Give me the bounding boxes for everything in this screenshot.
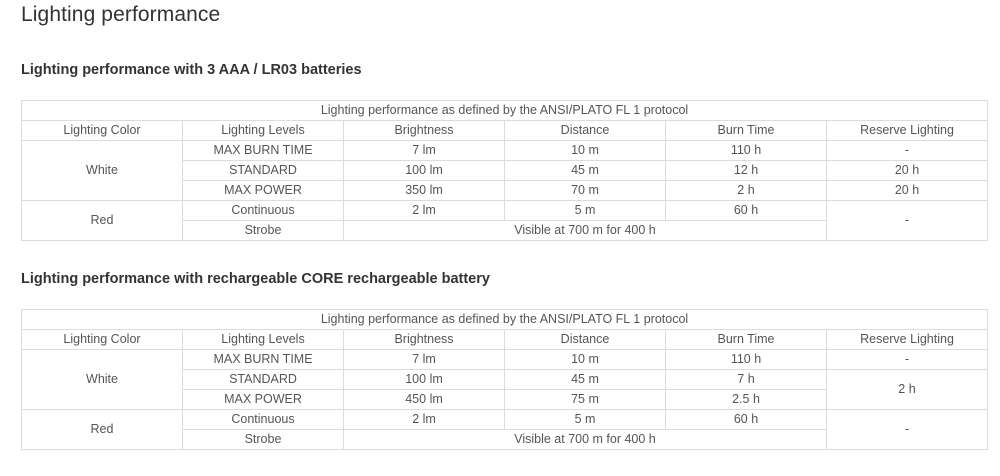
table-row: [22, 201, 988, 221]
brightness-cell: 7 lm: [344, 350, 505, 370]
distance-cell: 70 m: [505, 181, 666, 201]
level-cell: Continuous: [183, 201, 344, 221]
reserve-cell: -: [827, 201, 988, 241]
brightness-cell: 350 lm: [344, 181, 505, 201]
distance-cell: 10 m: [505, 141, 666, 161]
distance-cell: 5 m: [505, 410, 666, 430]
color-white: White: [22, 350, 183, 410]
table-caption-row: [22, 310, 988, 330]
table-header-row: [22, 121, 988, 141]
strobe-visibility-cell: Visible at 700 m for 400 h: [344, 221, 827, 241]
header-lighting-levels: Lighting Levels: [183, 121, 344, 141]
distance-cell: 45 m: [505, 161, 666, 181]
header-burn-time: Burn Time: [666, 121, 827, 141]
level-cell: Strobe: [183, 221, 344, 241]
table-caption: Lighting performance as defined by the ANSI/PLATO FL 1 protocol: [22, 101, 988, 121]
burn-time-cell: 2 h: [666, 181, 827, 201]
burn-time-cell: 2.5 h: [666, 390, 827, 410]
table-row: [22, 141, 988, 161]
level-cell: STANDARD: [183, 161, 344, 181]
burn-time-cell: 60 h: [666, 410, 827, 430]
level-cell: MAX BURN TIME: [183, 141, 344, 161]
level-cell: Continuous: [183, 410, 344, 430]
distance-cell: 10 m: [505, 350, 666, 370]
header-lighting-color: Lighting Color: [22, 330, 183, 350]
color-white: White: [22, 141, 183, 201]
color-red: Red: [22, 410, 183, 450]
burn-time-cell: 12 h: [666, 161, 827, 181]
performance-table-core: [21, 309, 988, 450]
header-lighting-color: Lighting Color: [22, 121, 183, 141]
header-lighting-levels: Lighting Levels: [183, 330, 344, 350]
reserve-cell: 20 h: [827, 181, 988, 201]
color-red: Red: [22, 201, 183, 241]
reserve-cell: 2 h: [827, 370, 988, 410]
level-cell: MAX POWER: [183, 181, 344, 201]
distance-cell: 75 m: [505, 390, 666, 410]
header-brightness: Brightness: [344, 330, 505, 350]
brightness-cell: 450 lm: [344, 390, 505, 410]
reserve-cell: -: [827, 350, 988, 370]
brightness-cell: 7 lm: [344, 141, 505, 161]
section-title-core: Lighting performance with rechargeable CORE rechargeable battery: [21, 271, 490, 287]
table-caption: Lighting performance as defined by the ANSI/PLATO FL 1 protocol: [22, 310, 988, 330]
distance-cell: 45 m: [505, 370, 666, 390]
distance-cell: 5 m: [505, 201, 666, 221]
table-header-row: [22, 330, 988, 350]
burn-time-cell: 60 h: [666, 201, 827, 221]
strobe-visibility-cell: Visible at 700 m for 400 h: [344, 430, 827, 450]
performance-table-aaa: [21, 100, 988, 241]
table-caption-row: [22, 101, 988, 121]
reserve-cell: -: [827, 141, 988, 161]
table-row: [22, 410, 988, 430]
reserve-cell: -: [827, 410, 988, 450]
header-distance: Distance: [505, 330, 666, 350]
header-reserve-lighting: Reserve Lighting: [827, 330, 988, 350]
brightness-cell: 100 lm: [344, 161, 505, 181]
brightness-cell: 100 lm: [344, 370, 505, 390]
header-brightness: Brightness: [344, 121, 505, 141]
header-reserve-lighting: Reserve Lighting: [827, 121, 988, 141]
reserve-cell: 20 h: [827, 161, 988, 181]
level-cell: Strobe: [183, 430, 344, 450]
level-cell: STANDARD: [183, 370, 344, 390]
brightness-cell: 2 lm: [344, 410, 505, 430]
level-cell: MAX BURN TIME: [183, 350, 344, 370]
burn-time-cell: 7 h: [666, 370, 827, 390]
burn-time-cell: 110 h: [666, 141, 827, 161]
page-title: Lighting performance: [21, 3, 221, 26]
header-distance: Distance: [505, 121, 666, 141]
burn-time-cell: 110 h: [666, 350, 827, 370]
table-row: [22, 350, 988, 370]
brightness-cell: 2 lm: [344, 201, 505, 221]
level-cell: MAX POWER: [183, 390, 344, 410]
section-title-aaa: Lighting performance with 3 AAA / LR03 batteries: [21, 62, 362, 78]
header-burn-time: Burn Time: [666, 330, 827, 350]
